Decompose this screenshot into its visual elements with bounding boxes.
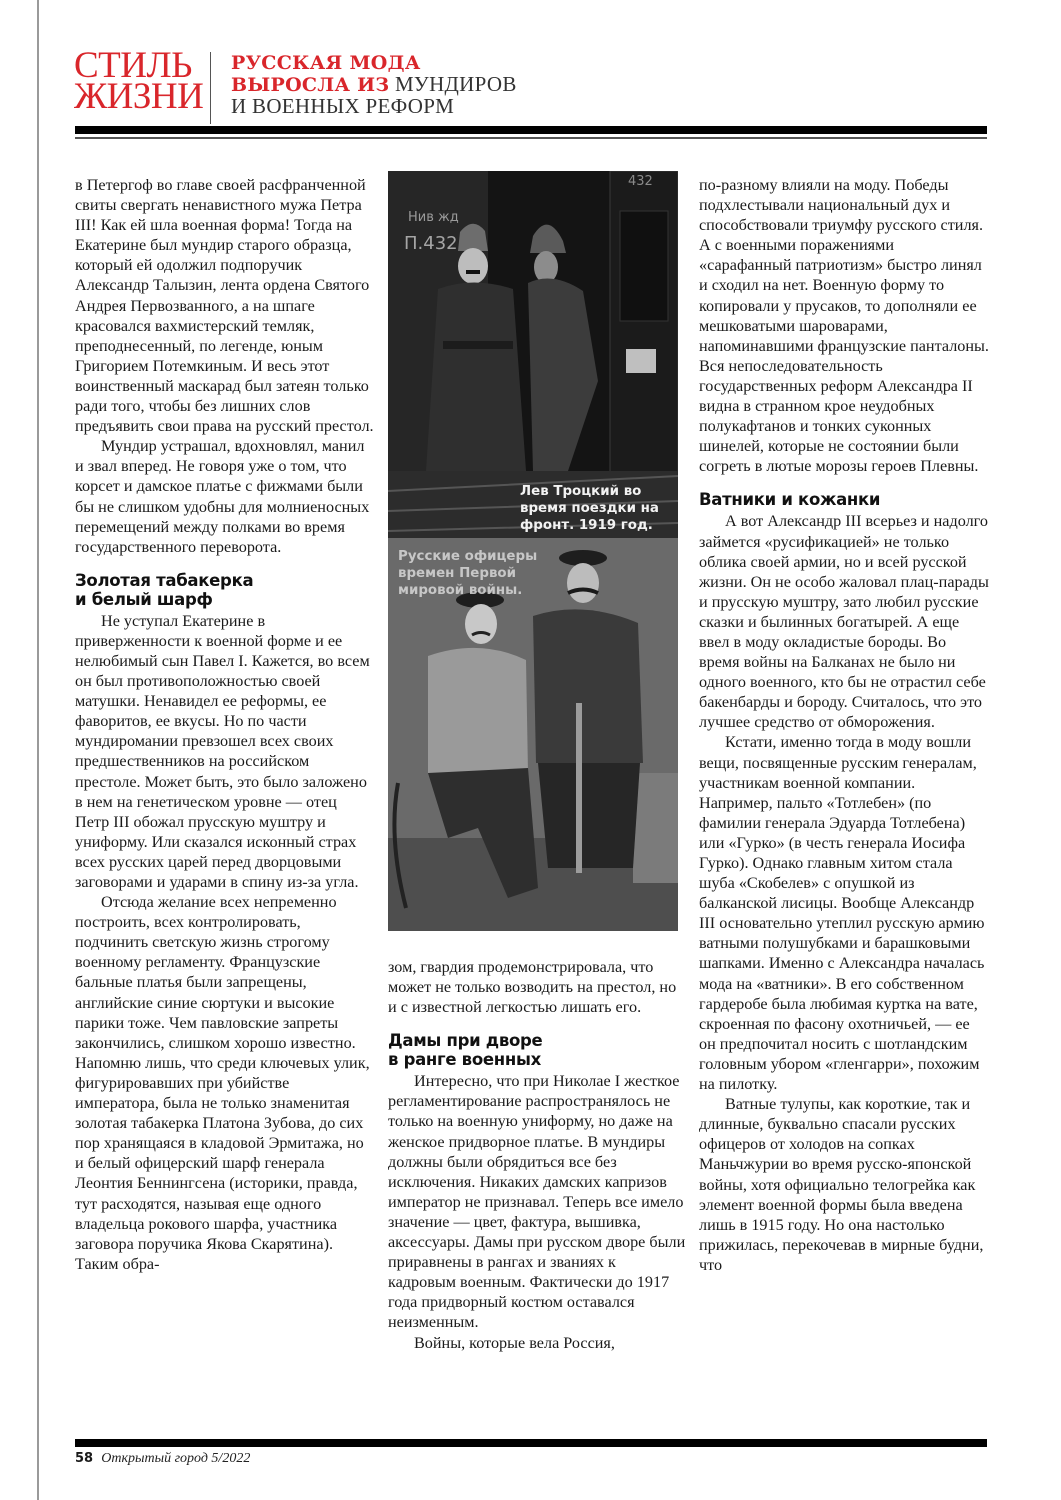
subheading-line: в ранге военных — [388, 1050, 541, 1070]
text-column-1 — [75, 175, 375, 1274]
header-divider — [210, 52, 211, 124]
body-paragraph: Интересно, что при Николае I жесткое регламентирование распространялось не только на военную униформу, но даже на женское придворное платье. В мундиры должны были обрядиться все без исключения. Никаких дамских капризов император не признавал. Теперь все имело значение — цвет, фактура, вышивка, аксессуары. Дамы при русском дворе были приравнены в рангах и званиях к кадровым военным. Фактически до 1917 года придворный костюм оставался неизменным. — [388, 1072, 686, 1332]
caption-line: времен Первой — [398, 566, 517, 581]
body-paragraph: Ватные тулупы, как короткие, так и длинные, буквально спасали русских офицеров от холодов на сопках Маньчжурии во время русско-японской войны, хотя официально телогрейка как элемент военной формы была введена лишь в 1915 году. Но она настолько прижилась, перекочевав в мирные будни, что — [699, 1095, 984, 1274]
caption-line: Лев Троцкий во — [520, 484, 642, 499]
subheading-line: Ватники и кожанки — [699, 490, 881, 510]
sign-number: П.432 — [404, 233, 458, 254]
sabre — [576, 703, 582, 873]
subheading-line: и белый шарф — [75, 589, 213, 609]
trousers-right — [538, 763, 640, 868]
belt — [443, 341, 513, 349]
door-window — [620, 211, 668, 321]
photo-officers — [388, 538, 678, 931]
body-paragraph: А вот Александр III всерьез и надолго займется «русификацией» не только облика своей армии, но и всей русской жизни. Он не особо жаловал плац-парады и прусскую муштру, зато любил русские сказки и былинных богатырей. А еще ввел в моду окладистые бороды. Во время войны на Балканах не было ни одного военного, кто бы не отрастил себе бакенбарды и бороду. Считалось, что это лучшее средство от обморожения. — [699, 512, 989, 732]
tunic-left — [428, 648, 528, 773]
body-paragraph: Войны, которые вела Россия, — [414, 1333, 615, 1352]
body-paragraph: Мундир устрашал, вдохновлял, манил и звал вперед. Не говоря уже о том, что корсет и дамское платье с фижмами были бы не слишком удобны для молниеносных перемещений между полками во время государственного переворота. — [75, 437, 370, 556]
header-rule-thick — [75, 126, 987, 134]
footer-rule — [75, 1439, 987, 1447]
section-rubric — [74, 45, 204, 117]
page-edge-line — [37, 0, 39, 1500]
body-paragraph: Не уступал Екатерине в приверженности к военной форме и ее нелюбимый сын Павел I. Кажется, во всем он был противоположностью своей матушки. Ненавидел ее реформы, ее фаворитов, ее вкусы. Но по части мундиромании превзошел всех своих предшественников на российском престоле. Может быть, это было заложено в нем на генетическом уровне — отец Петр III обожал прусскую муштру и униформу. Или сказался исконный страх всех русских царей перед дворцовыми заговорами и ударами в спину из-за угла. — [75, 611, 370, 891]
headline-red-1: РУССКАЯ МОДА — [231, 52, 421, 74]
page-number: 58 — [75, 1451, 94, 1466]
article-headline — [231, 53, 517, 118]
face-right — [567, 563, 599, 603]
subheading-line: Золотая табакерка — [75, 570, 254, 590]
headline-light-3: И ВОЕННЫХ РЕФОРМ — [231, 94, 455, 118]
subheading-line: Дамы при дворе — [388, 1031, 543, 1051]
header-rule-thin — [75, 137, 987, 139]
pedestal — [633, 773, 678, 883]
face — [458, 248, 488, 284]
headline-light-2: МУНДИРОВ — [389, 72, 517, 96]
body-paragraph: в Петергоф во главе своей расфранченной свиты свергать ненавистного мужа Петра III! Как ей шла военная форма! Тогда на Екатерине был мундир старого образца, который ей одолжил подпоручик Александр Талызин, лента ордена Святого Андрея Первозванного, а на шпаге красовался вахмистерский темляк, преподнесенный, по легенде, юным Григорием Потемкиным. И весь этот воинственный маскарад был затеян только ради того, чтобы без лишних слов предъявить свои права на русский престол. — [75, 176, 374, 436]
text-column-3 — [699, 175, 989, 1275]
text-column-2 — [388, 957, 686, 1353]
headline-red-2: ВЫРОСЛА ИЗ — [231, 74, 390, 96]
section-subheading — [75, 571, 375, 609]
photo-trotsky — [388, 171, 678, 538]
caption-line: мировой войны. — [398, 583, 523, 598]
sign-text: Нив жд — [408, 210, 459, 225]
caption-line: фронт. 1919 год. — [520, 518, 653, 533]
tunic-right — [533, 609, 643, 763]
rubric-line: ЖИЗНИ — [74, 76, 204, 117]
door-number: 432 — [628, 174, 653, 189]
body-paragraph: Кстати, именно тогда в моду вошли вещи, посвященные русским генералам, участникам военной компании. Например, пальто «Тотлебен» (по фамилии генерала Эдуарда Тотлебена) или «Гурко» (в честь генерала Иосифа Гурко). Однако главным хитом стала шуба «Скобелев» с опушкой из балканской лисицы. Вообще Александр III основательно утеплил русскую армию ватными полушубками и барашковыми шапками. Именно с Александра началась мода на «ватники». В его собственном гардеробе была любимая куртка на вате, скроенная по фасону охотничьей, — ее он предпочитал носить с шотландским головным убором «гленгарри», похожим на пилотку. — [699, 733, 985, 1094]
face-left — [465, 604, 497, 644]
second-face — [534, 251, 558, 283]
photo-caption-officers — [398, 548, 538, 599]
page-footer — [75, 1451, 250, 1467]
magazine-issue: Открытый город 5/2022 — [101, 1451, 251, 1466]
greatcoat — [426, 283, 526, 472]
photo-caption-trotsky — [520, 483, 660, 534]
caption-line: время поездки на — [520, 501, 659, 516]
section-subheading — [388, 1031, 686, 1069]
section-subheading — [699, 490, 989, 509]
body-paragraph: зом, гвардия продемонстрировала, что может не только возводить на престол, но и с известной легкостью лишать его. — [388, 958, 677, 1017]
body-paragraph: Отсюда желание всех непременно построить, всех контролировать, подчинить светскую жизнь строгому военному регламенту. Французские бальные платья были запрещены, английские синие сюртуки и высокие парики тоже. Чем павловские запреты закончились, слишком хорошо известно. Напомню лишь, что среди ключевых улик, фигурировавших при убийстве императора, была не только знаменитая золотая табакерка Платона Зубова, до сих пор хранящаяся в кладовой Эрмитажа, но и белый офицерский шарф генерала Леонтия Беннингсена (историки, правда, тут расходятся, называя еще одного владельца рокового шарфа, участника заговора поручика Якова Скарятина). Таким обра- — [75, 893, 370, 1273]
door-notice — [626, 349, 656, 373]
rubric-line: СТИЛЬ — [74, 45, 192, 86]
body-paragraph: по-разному влияли на моду. Победы подхлестывали национальный дух и способствовали триумфу русского стиля. А с военными поражениями «сарафанный патриотизм» быстро линял и сходил на нет. Военную форму то копировали у прусаков, то дополняли ее мешковатыми шароварами, напоминавшими французские панталоны. Вся непоследовательность государственных реформ Александра II видна в странном крое неудобных полукафтанов и тонких суконных шинелей, которые не состоянии были согреть в лютые морозы героев Плевны. — [699, 176, 989, 476]
caption-line: Русские офицеры — [398, 549, 538, 564]
